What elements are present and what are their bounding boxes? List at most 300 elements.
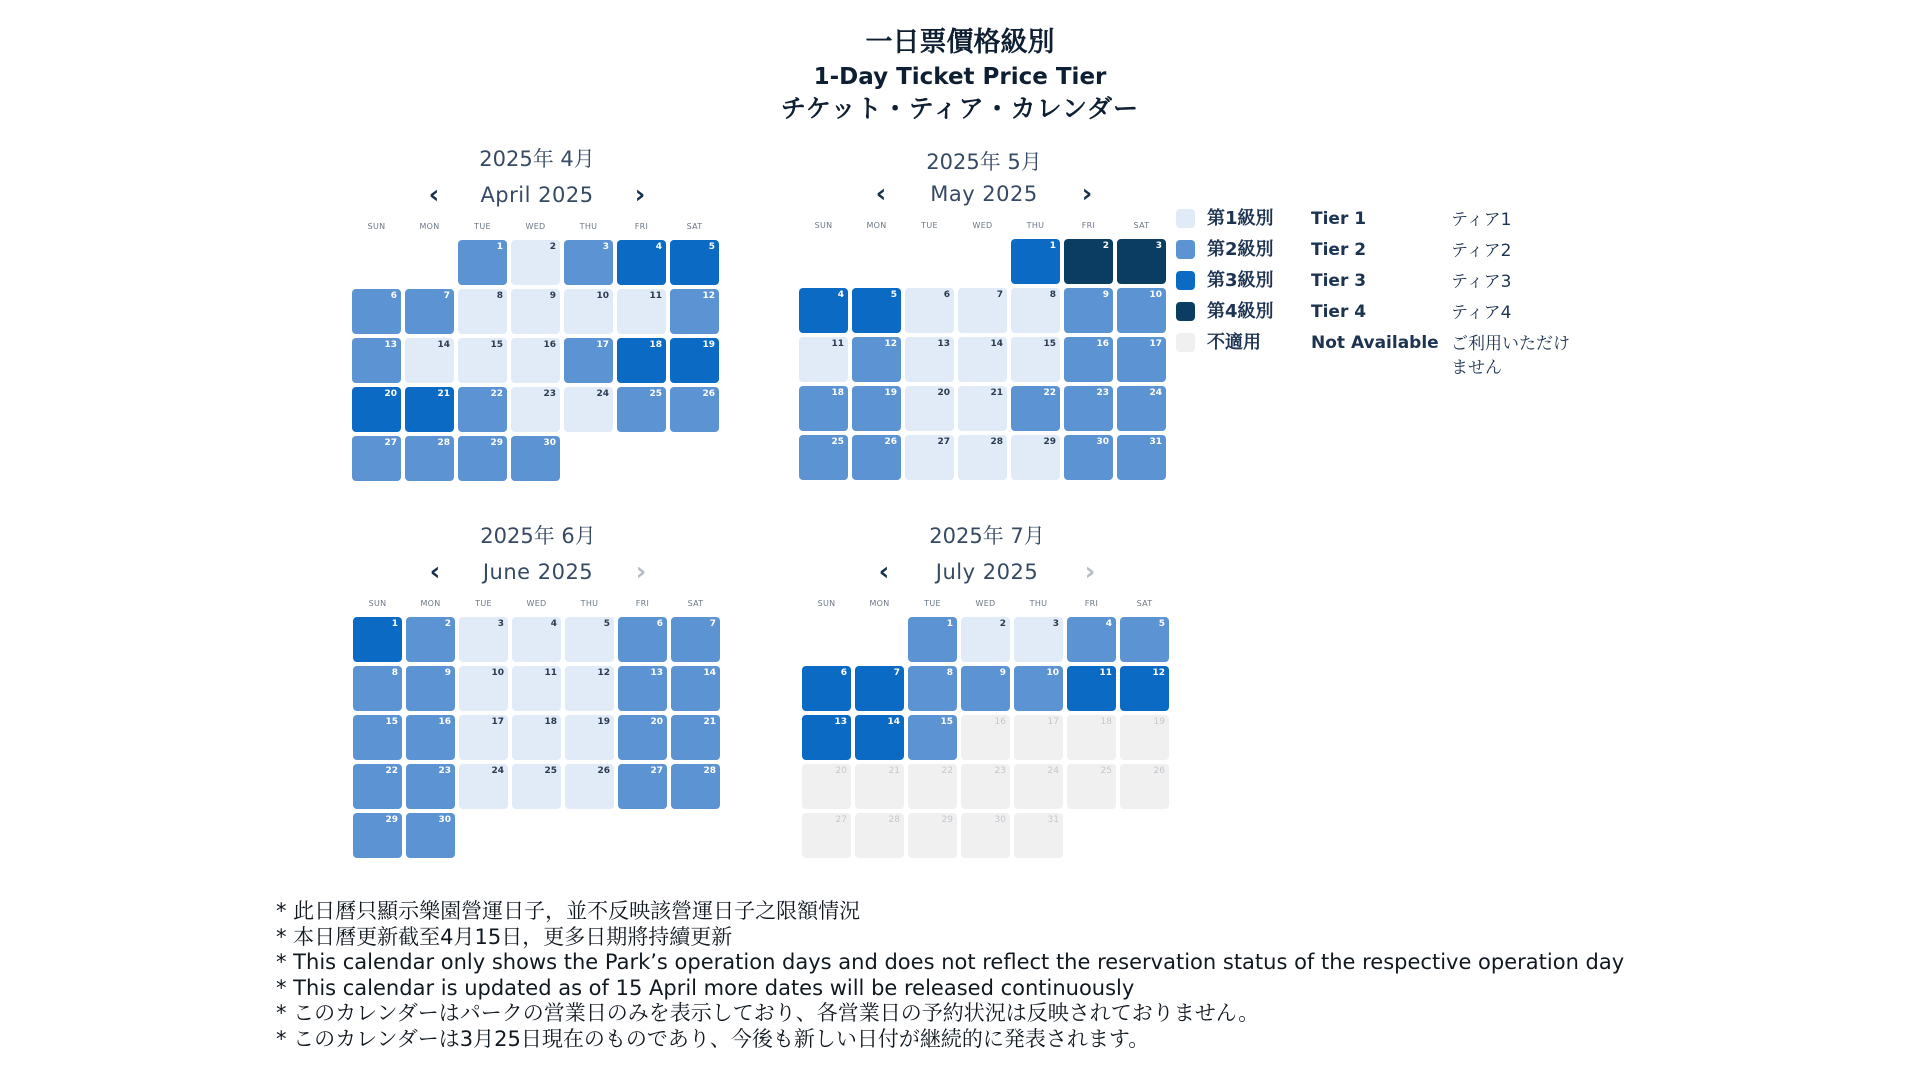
- weekday-label: FRI: [635, 599, 650, 608]
- month-navigation: [802, 555, 1172, 589]
- day-cell[interactable]: [1067, 617, 1116, 662]
- weekday-label: THU: [1029, 599, 1048, 608]
- day-cell: [961, 813, 1010, 858]
- day-cell[interactable]: [511, 338, 560, 383]
- day-cell[interactable]: [855, 666, 904, 711]
- day-number: 23: [994, 766, 1006, 776]
- day-number: 23: [543, 389, 556, 399]
- day-number: 15: [490, 340, 503, 350]
- title-japanese: チケット・ティア・カレンダー: [780, 94, 1140, 123]
- day-number: 9: [444, 668, 451, 678]
- day-cell[interactable]: [565, 715, 614, 760]
- day-number: 5: [603, 619, 610, 629]
- day-number: 18: [831, 388, 844, 398]
- day-number: 5: [708, 242, 715, 252]
- next-month-chevron-icon[interactable]: ›: [634, 180, 646, 210]
- day-cell[interactable]: [1014, 666, 1063, 711]
- empty-cell: [405, 240, 454, 285]
- day-cell[interactable]: [406, 764, 455, 809]
- day-cell: [1014, 715, 1063, 760]
- calendar-title-en: May 2025: [930, 182, 1038, 206]
- day-number: 22: [490, 389, 503, 399]
- day-cell[interactable]: [352, 436, 401, 481]
- day-number: 12: [884, 339, 897, 349]
- day-cell[interactable]: [458, 240, 507, 285]
- day-number: 27: [835, 815, 847, 825]
- day-number: 7: [709, 619, 716, 629]
- weekday-label: SAT: [687, 599, 704, 608]
- day-number: 16: [1096, 339, 1109, 349]
- day-cell: [961, 715, 1010, 760]
- day-cell[interactable]: [852, 435, 901, 480]
- day-number: 4: [1105, 619, 1112, 629]
- day-cell[interactable]: [405, 289, 454, 334]
- day-number: 30: [1096, 437, 1109, 447]
- day-cell[interactable]: [564, 338, 613, 383]
- day-cell[interactable]: [406, 617, 455, 662]
- day-cell[interactable]: [458, 289, 507, 334]
- day-cell[interactable]: [852, 386, 901, 431]
- day-number: 22: [941, 766, 953, 776]
- legend-label-ja: ティア4: [1451, 303, 1512, 323]
- weekday-label: SUN: [367, 222, 386, 231]
- month-navigation: [352, 178, 722, 212]
- day-cell[interactable]: [961, 617, 1010, 662]
- day-cell[interactable]: [1117, 337, 1166, 382]
- day-cell[interactable]: [353, 666, 402, 711]
- day-cell[interactable]: [405, 387, 454, 432]
- day-number: 29: [490, 438, 503, 448]
- day-cell[interactable]: [1064, 288, 1113, 333]
- day-number: 23: [438, 766, 451, 776]
- day-number: 17: [491, 717, 504, 727]
- weekday-label: TUE: [921, 221, 938, 230]
- day-cell[interactable]: [512, 764, 561, 809]
- day-number: 6: [840, 668, 847, 678]
- day-cell[interactable]: [958, 337, 1007, 382]
- day-number: 9: [999, 668, 1006, 678]
- day-cell: [1067, 715, 1116, 760]
- weekday-label: TUE: [475, 599, 492, 608]
- day-cell[interactable]: [353, 617, 402, 662]
- calendar-may: [799, 147, 1169, 480]
- day-number: 9: [549, 291, 556, 301]
- legend-row-tier-4: [1176, 297, 1571, 328]
- day-cell[interactable]: [671, 715, 720, 760]
- day-number: 2: [999, 619, 1006, 629]
- day-cell[interactable]: [459, 617, 508, 662]
- day-cell[interactable]: [799, 337, 848, 382]
- legend-label-zh: 第2級別: [1207, 239, 1274, 260]
- day-number: 28: [888, 815, 900, 825]
- calendar-title-cjk: 2025年 7月: [929, 524, 1045, 548]
- day-number: 12: [1152, 668, 1165, 678]
- legend-label-en: Not Available: [1311, 333, 1439, 353]
- day-cell[interactable]: [802, 666, 851, 711]
- empty-cell: [352, 240, 401, 285]
- day-number: 25: [544, 766, 557, 776]
- weekday-label: THU: [1026, 221, 1045, 230]
- day-cell[interactable]: [458, 338, 507, 383]
- day-cell[interactable]: [352, 387, 401, 432]
- day-number: 26: [702, 389, 715, 399]
- day-number: 19: [597, 717, 610, 727]
- day-number: 13: [650, 668, 663, 678]
- day-number: 22: [385, 766, 398, 776]
- weekday-label: WED: [975, 599, 996, 608]
- day-grid: [799, 239, 1169, 480]
- legend-row-tier-3: [1176, 266, 1571, 297]
- day-cell[interactable]: [512, 715, 561, 760]
- day-number: 27: [650, 766, 663, 776]
- day-cell: [1120, 715, 1169, 760]
- day-number: 10: [1046, 668, 1059, 678]
- day-cell[interactable]: [670, 289, 719, 334]
- day-number: 14: [990, 339, 1003, 349]
- tier-2-swatch: [1176, 240, 1195, 259]
- day-number: 13: [384, 340, 397, 350]
- day-number: 15: [385, 717, 398, 727]
- day-cell[interactable]: [511, 289, 560, 334]
- day-grid: [353, 617, 723, 858]
- day-number: 16: [438, 717, 451, 727]
- day-number: 1: [1049, 241, 1056, 251]
- day-cell[interactable]: [1011, 435, 1060, 480]
- weekday-label: MON: [420, 599, 441, 608]
- day-number: 15: [940, 717, 953, 727]
- weekday-label: THU: [579, 222, 598, 231]
- day-number: 10: [1149, 290, 1162, 300]
- day-cell[interactable]: [1067, 666, 1116, 711]
- day-number: 27: [384, 438, 397, 448]
- day-cell[interactable]: [405, 436, 454, 481]
- day-cell: [1120, 764, 1169, 809]
- day-number: 8: [1049, 290, 1056, 300]
- weekday-label: MON: [866, 221, 887, 230]
- day-number: 29: [941, 815, 953, 825]
- day-number: 31: [1047, 815, 1059, 825]
- day-cell[interactable]: [1014, 617, 1063, 662]
- day-cell[interactable]: [618, 764, 667, 809]
- day-cell[interactable]: [908, 715, 957, 760]
- title-english: 1-Day Ticket Price Tier: [813, 64, 1107, 90]
- day-cell[interactable]: [406, 813, 455, 858]
- day-number: 15: [1043, 339, 1056, 349]
- day-cell[interactable]: [352, 289, 401, 334]
- day-cell[interactable]: [1011, 288, 1060, 333]
- day-number: 9: [1102, 290, 1109, 300]
- weekday-label: SAT: [1133, 221, 1150, 230]
- day-number: 3: [1052, 619, 1059, 629]
- day-number: 6: [656, 619, 663, 629]
- day-number: 20: [384, 389, 397, 399]
- day-number: 21: [888, 766, 900, 776]
- footnote: * このカレンダーはパークの営業日のみを表示しており、各営業日の予約状況は反映されておりません。: [276, 1001, 1260, 1026]
- day-cell: [802, 813, 851, 858]
- empty-cell: [905, 239, 954, 284]
- day-cell[interactable]: [406, 666, 455, 711]
- day-cell[interactable]: [961, 666, 1010, 711]
- day-number: 5: [890, 290, 897, 300]
- weekday-label: WED: [972, 221, 993, 230]
- day-grid: [352, 240, 722, 481]
- legend-label-en: Tier 3: [1311, 271, 1367, 291]
- day-cell[interactable]: [802, 715, 851, 760]
- day-cell[interactable]: [459, 715, 508, 760]
- day-number: 17: [1149, 339, 1162, 349]
- day-cell[interactable]: [1011, 239, 1060, 284]
- weekday-label: TUE: [474, 222, 491, 231]
- day-cell[interactable]: [405, 338, 454, 383]
- tier-3-swatch: [1176, 271, 1195, 290]
- prev-month-chevron-icon[interactable]: ‹: [429, 557, 441, 587]
- day-cell[interactable]: [459, 666, 508, 711]
- legend-row-tier-2: [1176, 235, 1571, 266]
- day-number: 2: [444, 619, 451, 629]
- day-number: 2: [1102, 241, 1109, 251]
- day-cell[interactable]: [958, 386, 1007, 431]
- tier-legend: [1176, 204, 1571, 378]
- day-number: 8: [496, 291, 503, 301]
- day-number: 17: [596, 340, 609, 350]
- day-number: 11: [831, 339, 844, 349]
- footnote: * 此日曆只顯示樂園營運日子，並不反映該營運日子之限額情況: [276, 899, 861, 923]
- day-cell[interactable]: [353, 715, 402, 760]
- prev-month-chevron-icon[interactable]: ‹: [878, 557, 890, 587]
- empty-cell: [958, 239, 1007, 284]
- calendar-june: [353, 521, 723, 858]
- day-cell[interactable]: [618, 617, 667, 662]
- day-cell: [855, 813, 904, 858]
- empty-cell: [799, 239, 848, 284]
- day-number: 19: [702, 340, 715, 350]
- day-cell[interactable]: [353, 813, 402, 858]
- weekday-header: [802, 599, 1172, 613]
- day-number: 27: [937, 437, 950, 447]
- day-cell[interactable]: [1064, 435, 1113, 480]
- weekday-label: FRI: [1081, 221, 1096, 230]
- day-cell: [908, 764, 957, 809]
- day-cell[interactable]: [617, 240, 666, 285]
- day-cell[interactable]: [1117, 435, 1166, 480]
- day-number: 24: [1149, 388, 1162, 398]
- day-cell[interactable]: [352, 338, 401, 383]
- day-cell[interactable]: [458, 387, 507, 432]
- empty-cell: [802, 617, 851, 662]
- weekday-label: TUE: [924, 599, 941, 608]
- legend-label-en: Tier 4: [1311, 302, 1367, 322]
- day-cell[interactable]: [1117, 239, 1166, 284]
- weekday-label: FRI: [1084, 599, 1099, 608]
- day-number: 13: [834, 717, 847, 727]
- footnote: * 本日曆更新截至4月15日，更多日期將持續更新: [276, 924, 733, 949]
- day-cell[interactable]: [905, 386, 954, 431]
- day-cell[interactable]: [511, 436, 560, 481]
- day-number: 16: [543, 340, 556, 350]
- day-number: 4: [655, 242, 662, 252]
- next-month-chevron-icon[interactable]: ›: [1081, 179, 1093, 209]
- day-cell[interactable]: [618, 715, 667, 760]
- day-cell[interactable]: [565, 764, 614, 809]
- day-number: 30: [994, 815, 1006, 825]
- day-cell[interactable]: [1011, 337, 1060, 382]
- weekday-label: SAT: [1136, 599, 1153, 608]
- day-cell[interactable]: [565, 666, 614, 711]
- day-cell: [855, 764, 904, 809]
- day-number: 13: [937, 339, 950, 349]
- day-cell[interactable]: [670, 387, 719, 432]
- weekday-header: [353, 599, 723, 613]
- day-cell[interactable]: [512, 617, 561, 662]
- day-cell[interactable]: [671, 666, 720, 711]
- day-cell[interactable]: [618, 666, 667, 711]
- footnote: * このカレンダーは3月25日現在のものであり、今後も新しい日付が継続的に発表されます。: [276, 1026, 1150, 1051]
- next-month-chevron-icon[interactable]: ›: [635, 557, 647, 587]
- day-number: 26: [1153, 766, 1165, 776]
- day-number: 24: [596, 389, 609, 399]
- day-number: 18: [649, 340, 662, 350]
- legend-label-en: Tier 1: [1311, 209, 1367, 229]
- day-cell[interactable]: [670, 338, 719, 383]
- day-cell[interactable]: [511, 240, 560, 285]
- legend-label-zh: 第4級別: [1207, 301, 1274, 322]
- empty-cell: [852, 239, 901, 284]
- calendar-title-en: April 2025: [480, 183, 594, 207]
- day-number: 24: [491, 766, 504, 776]
- day-number: 4: [837, 290, 844, 300]
- day-number: 1: [391, 619, 398, 629]
- day-cell[interactable]: [908, 617, 957, 662]
- day-number: 5: [1158, 619, 1165, 629]
- day-cell[interactable]: [617, 338, 666, 383]
- day-cell[interactable]: [852, 337, 901, 382]
- day-number: 18: [544, 717, 557, 727]
- day-cell[interactable]: [459, 764, 508, 809]
- day-number: 28: [990, 437, 1003, 447]
- calendar-april: [352, 144, 722, 481]
- day-number: 11: [1099, 668, 1112, 678]
- legend-label-zh: 不適用: [1207, 332, 1261, 353]
- day-cell[interactable]: [617, 289, 666, 334]
- day-cell[interactable]: [1120, 617, 1169, 662]
- day-number: 21: [703, 717, 716, 727]
- prev-month-chevron-icon[interactable]: ‹: [875, 179, 887, 209]
- weekday-label: SUN: [368, 599, 387, 608]
- empty-cell: [855, 617, 904, 662]
- day-number: 6: [390, 291, 397, 301]
- day-cell[interactable]: [1120, 666, 1169, 711]
- day-cell[interactable]: [799, 288, 848, 333]
- day-number: 12: [702, 291, 715, 301]
- day-cell[interactable]: [564, 289, 613, 334]
- weekday-header: [352, 222, 722, 236]
- day-cell[interactable]: [512, 666, 561, 711]
- day-cell[interactable]: [1011, 386, 1060, 431]
- day-cell[interactable]: [905, 435, 954, 480]
- day-number: 7: [893, 668, 900, 678]
- day-cell[interactable]: [855, 715, 904, 760]
- day-cell[interactable]: [958, 435, 1007, 480]
- day-cell: [908, 813, 957, 858]
- day-cell[interactable]: [1064, 239, 1113, 284]
- day-cell[interactable]: [564, 387, 613, 432]
- weekday-label: SAT: [686, 222, 703, 231]
- day-number: 6: [943, 290, 950, 300]
- day-cell[interactable]: [671, 617, 720, 662]
- day-cell[interactable]: [511, 387, 560, 432]
- day-cell[interactable]: [852, 288, 901, 333]
- day-number: 12: [597, 668, 610, 678]
- day-cell[interactable]: [671, 764, 720, 809]
- day-cell[interactable]: [564, 240, 613, 285]
- day-cell: [961, 764, 1010, 809]
- legend-label-zh: 第3級別: [1207, 270, 1274, 291]
- weekday-label: MON: [869, 599, 890, 608]
- day-cell[interactable]: [1117, 288, 1166, 333]
- legend-label-zh: 第1級別: [1207, 208, 1274, 229]
- day-number: 3: [1155, 241, 1162, 251]
- day-cell[interactable]: [905, 337, 954, 382]
- prev-month-chevron-icon[interactable]: ‹: [428, 180, 440, 210]
- day-number: 16: [994, 717, 1006, 727]
- month-navigation: [799, 177, 1169, 211]
- day-cell[interactable]: [406, 715, 455, 760]
- footnote: * This calendar only shows the Park’s operation days and does not reflect the reservation status of the respective operation day: [276, 950, 1625, 975]
- day-number: 1: [496, 242, 503, 252]
- day-number: 26: [884, 437, 897, 447]
- day-cell[interactable]: [799, 435, 848, 480]
- day-grid: [802, 617, 1172, 858]
- day-cell[interactable]: [565, 617, 614, 662]
- day-cell[interactable]: [670, 240, 719, 285]
- day-number: 25: [649, 389, 662, 399]
- day-number: 20: [937, 388, 950, 398]
- tier-1-swatch: [1176, 209, 1195, 228]
- legend-label-ja: ティア1: [1451, 210, 1512, 230]
- next-month-chevron-icon[interactable]: ›: [1084, 557, 1096, 587]
- not-available-swatch: [1176, 333, 1195, 352]
- day-cell[interactable]: [905, 288, 954, 333]
- day-number: 3: [497, 619, 504, 629]
- day-number: 11: [649, 291, 662, 301]
- day-cell[interactable]: [617, 387, 666, 432]
- day-number: 4: [550, 619, 557, 629]
- day-number: 7: [443, 291, 450, 301]
- day-number: 7: [996, 290, 1003, 300]
- weekday-label: WED: [525, 222, 546, 231]
- legend-label-ja: ティア2: [1451, 241, 1512, 261]
- day-cell: [802, 764, 851, 809]
- day-cell[interactable]: [458, 436, 507, 481]
- footnote: * This calendar is updated as of 15 April more dates will be released continuously: [276, 975, 1135, 1000]
- day-number: 11: [544, 668, 557, 678]
- day-cell[interactable]: [1064, 337, 1113, 382]
- day-cell[interactable]: [1064, 386, 1113, 431]
- day-cell[interactable]: [958, 288, 1007, 333]
- day-number: 28: [437, 438, 450, 448]
- day-cell[interactable]: [353, 764, 402, 809]
- legend-label-ja: ティア3: [1451, 272, 1512, 292]
- month-navigation: [353, 555, 723, 589]
- weekday-label: THU: [580, 599, 599, 608]
- day-number: 26: [597, 766, 610, 776]
- calendar-title-en: June 2025: [482, 560, 594, 584]
- day-cell[interactable]: [908, 666, 957, 711]
- day-cell[interactable]: [799, 386, 848, 431]
- day-cell[interactable]: [1117, 386, 1166, 431]
- day-number: 22: [1043, 388, 1056, 398]
- day-number: 8: [946, 668, 953, 678]
